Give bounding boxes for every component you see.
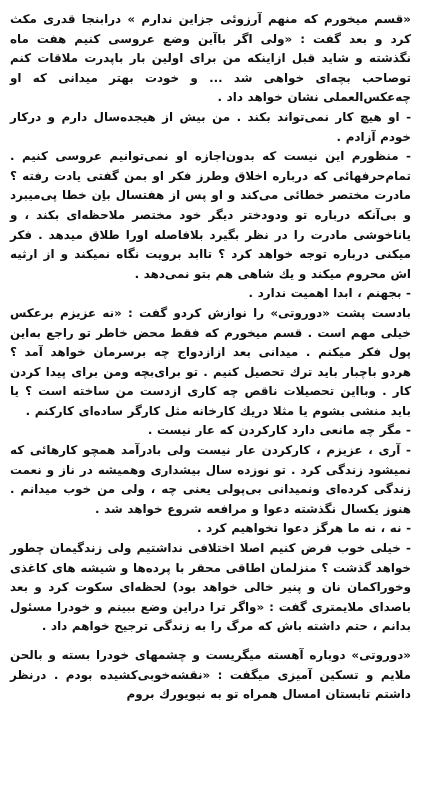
paragraph-4: - بجهنم ، ابدا اهمیت ندارد .	[248, 286, 411, 301]
paragraph-6: - مگر چه مانعی دارد کارکردن که عار نیست .	[147, 423, 411, 438]
paragraph-7: - آری ، عزیزم ، کارکردن عار نیست ولی بادرآمد همچو کارهائی که نمیشود زندگی کرد . تو نوزده سال بیشداری وهمیشه در ناز و نعمت زندگی کرده‌ای ونمیدانی بی‌پولی یعنی چه ، ولی من خوب میدانم . هنوز یکسال نگذشته دعوا و مرافعه شروع خواهد شد .	[10, 443, 411, 516]
paragraph-9: - خیلی خوب فرض کنیم اصلا اختلافی نداشتیم ولی زندگیمان چطور خواهد گذشت ؟ منزلمان اطاقی محقر با پرده‌ها و شیشه های کاغذی وخوراکمان نان و پنیر خالی خواهد بود) لحظه‌ای سکوت کرد و بعد باصدای ملایمتری گفت : «واگر ترا دراین وضع ببینم و خودرا مسئول بدانم ، حتم داشته باش که مرگ را به زندگی ترجیح خواهم داد .	[10, 541, 411, 634]
paragraph-10: «دوروتی» دوباره آهسته میگریست و چشمهای خودرا بسته و بالحن ملایم و تسکین آمیزی میگفت : «نقشه‌خوبی‌کشیده بودم . درنظر داشتم تابستان امسال همراه تو به نیویورك بروم	[10, 648, 411, 702]
paragraph-3: - منظورم این نیست که بدون‌اجازه او نمی‌توانیم عروسی کنیم . تمام‌حرفهائی که درباره اخلاق وطرز فکر او بمن گفتی یادت رفته ؟ مادرت مختصر خطائی می‌کند و او پس از هفتسال باِن خطا پی‌میبرد و بی‌آنکه درباره تو ودودختر دیگر خود مختصر ملاحظه‌ای بکند ، و یاناخوشی مادرت را در نظر بگیرد بلافاصله اورا طلاق میدهد . فکر میکنی درباره توجه خواهد کرد ؟ تاابد برویت نگاه نمیکند و از ارثیه اش محروم میکند و یك شاهی هم بتو نمی‌دهد .	[10, 149, 411, 281]
paragraph-5: بادست پشت «دوروتی» را نوازش کردو گفت : «نه عزیزم برعکس خیلی مهم است . قسم میخورم که فقط محض خاطر تو راجع به‌این پول فکر میکنم . میدانی بعد ازازدواج چه برسرمان خواهد آمد ؟ هردو باچبار باید ترك تحصیل کنیم . تو برای‌بچه ومن برای پیدا کردن کار . وبااین تحصیلات ناقص چه کاری ازدست من ساخته است ؟ یا باید منشی بشوم یا مثلا دریك کارخانه مثل کارگر ساده‌ای کارکنم .	[10, 305, 411, 418]
paragraph-1: «قسم میخورم که منهم آرزوئی جزاین ندارم » درابنجا قدری مکث کرد و بعد گفت : «ولی اگر باآین وضع عروسی کنیم هفت ماه نگذشته و شاید قبل ازاینکه من برای اولین بار باپدرت ملاقات کنم توصاحب بچه‌ای خواهی شد ... و خودت بهتر میدانی که او چه‌عکس‌العملی نشان خواهد داد .	[10, 12, 411, 105]
paragraph-2: - او هیچ کار نمی‌تواند بکند . من بیش از هیجده‌سال دارم و درکار خودم آزادم .	[10, 109, 411, 144]
paragraph-8: - نه ، نه ما هرگز دعوا نخواهیم کرد .	[196, 521, 411, 536]
